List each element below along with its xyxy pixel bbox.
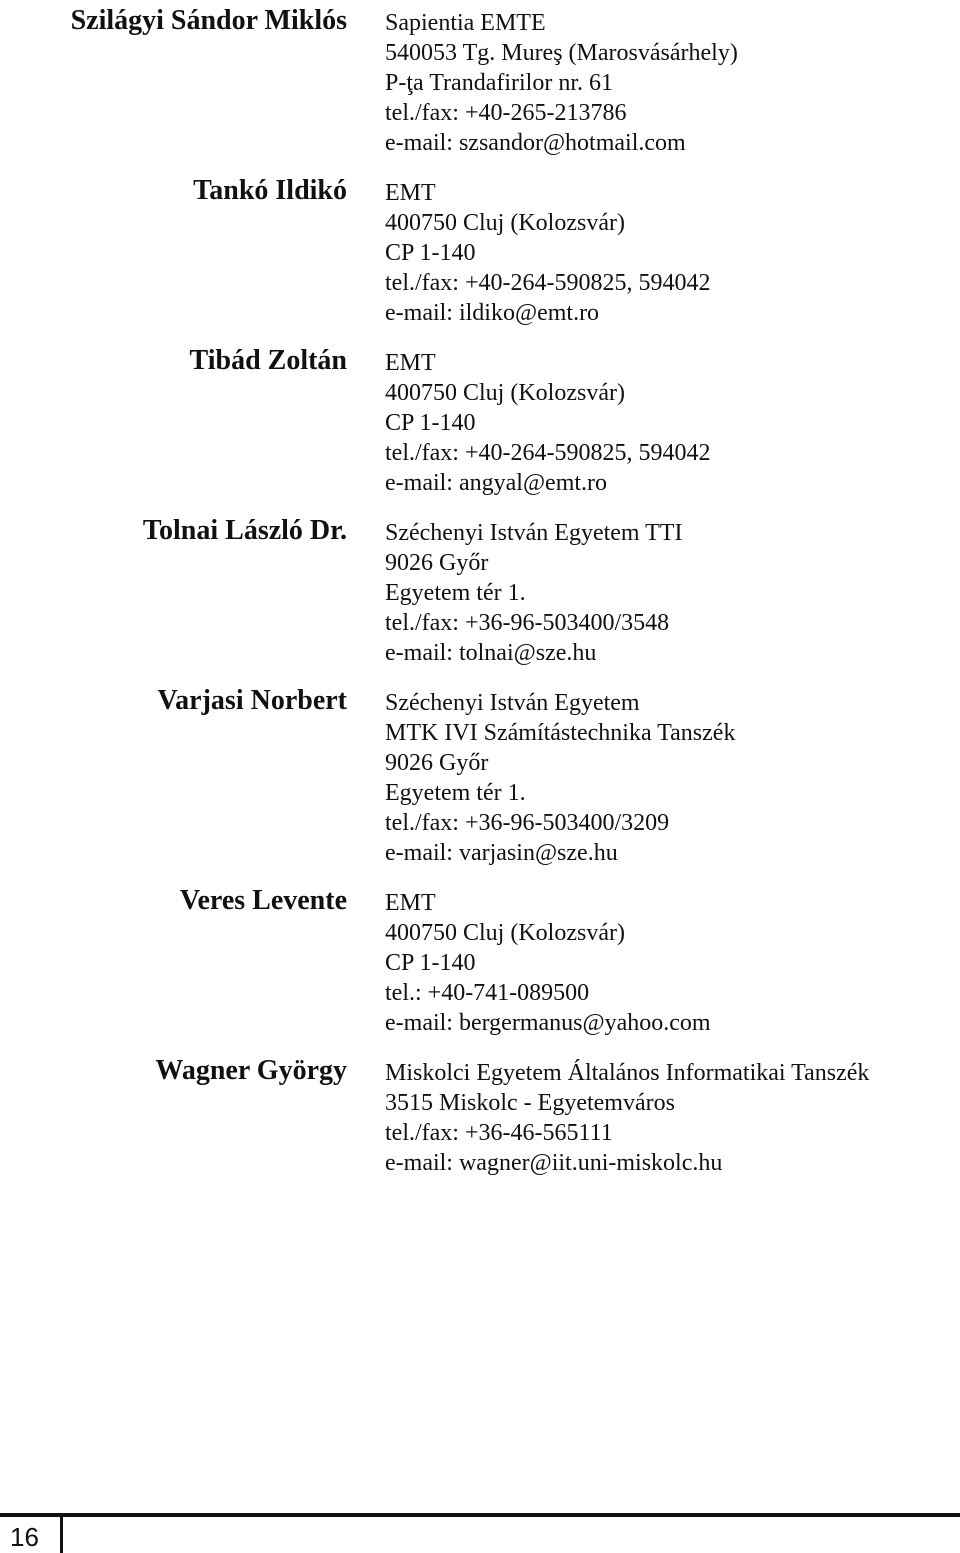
phone-line: tel./fax: +36-96-503400/3548 <box>385 610 670 636</box>
address-line: Miskolci Egyetem Általános Informatikai Tanszék <box>385 1060 870 1086</box>
contact-name: Szilágyi Sándor Miklós <box>70 5 347 36</box>
address-line: CP 1-140 <box>385 240 476 266</box>
address-line: 3515 Miskolc - Egyetemváros <box>385 1090 675 1116</box>
address-line: EMT <box>385 890 436 916</box>
address-line: P-ţa Trandafirilor nr. 61 <box>385 70 613 96</box>
phone-line: tel./fax: +40-264-590825, 594042 <box>385 440 711 466</box>
address-line: 400750 Cluj (Kolozsvár) <box>385 210 625 236</box>
address-line: 400750 Cluj (Kolozsvár) <box>385 380 625 406</box>
email-line: e-mail: ildiko@emt.ro <box>385 300 600 326</box>
address-line: EMT <box>385 180 436 206</box>
address-line: Egyetem tér 1. <box>385 780 526 806</box>
address-line: Széchenyi István Egyetem <box>385 690 640 716</box>
phone-line: tel./fax: +36-46-565111 <box>385 1120 613 1146</box>
contact-address-block <box>385 8 738 158</box>
contact-address-block <box>385 178 711 328</box>
address-line: 9026 Győr <box>385 550 489 576</box>
page-number: 16 <box>10 1522 39 1552</box>
contact-address-block <box>385 688 735 868</box>
contact-address-block <box>385 888 711 1038</box>
address-line: MTK IVI Számítástechnika Tanszék <box>385 720 736 746</box>
address-line: Sapientia EMTE <box>385 10 546 36</box>
phone-line: tel.: +40-741-089500 <box>385 980 590 1006</box>
footer-rule <box>0 1513 960 1517</box>
contact-name: Varjasi Norbert <box>157 685 347 716</box>
address-line: CP 1-140 <box>385 410 476 436</box>
email-line: e-mail: tolnai@sze.hu <box>385 640 597 666</box>
contact-address-block <box>385 1058 869 1178</box>
address-line: EMT <box>385 350 436 376</box>
phone-line: tel./fax: +40-264-590825, 594042 <box>385 270 711 296</box>
phone-line: tel./fax: +36-96-503400/3209 <box>385 810 670 836</box>
contact-name: Wagner György <box>155 1055 347 1086</box>
contact-address-block <box>385 518 682 668</box>
footer-divider <box>60 1513 63 1553</box>
email-line: e-mail: szsandor@hotmail.com <box>385 130 686 156</box>
contact-name: Tibád Zoltán <box>189 345 347 376</box>
address-line: 400750 Cluj (Kolozsvár) <box>385 920 625 946</box>
email-line: e-mail: angyal@emt.ro <box>385 470 608 496</box>
address-line: 540053 Tg. Mureş (Marosvásárhely) <box>385 40 738 66</box>
email-line: e-mail: varjasin@sze.hu <box>385 840 618 866</box>
email-line: e-mail: bergermanus@yahoo.com <box>385 1010 711 1036</box>
address-line: CP 1-140 <box>385 950 476 976</box>
phone-line: tel./fax: +40-265-213786 <box>385 100 627 126</box>
contact-name: Tankó Ildikó <box>193 175 347 206</box>
address-line: 9026 Győr <box>385 750 489 776</box>
address-line: Egyetem tér 1. <box>385 580 526 606</box>
address-line: Széchenyi István Egyetem TTI <box>385 520 683 546</box>
contact-name: Veres Levente <box>179 885 347 916</box>
contact-name: Tolnai László Dr. <box>142 515 347 546</box>
contact-address-block <box>385 348 711 498</box>
email-line: e-mail: wagner@iit.uni-miskolc.hu <box>385 1150 723 1176</box>
